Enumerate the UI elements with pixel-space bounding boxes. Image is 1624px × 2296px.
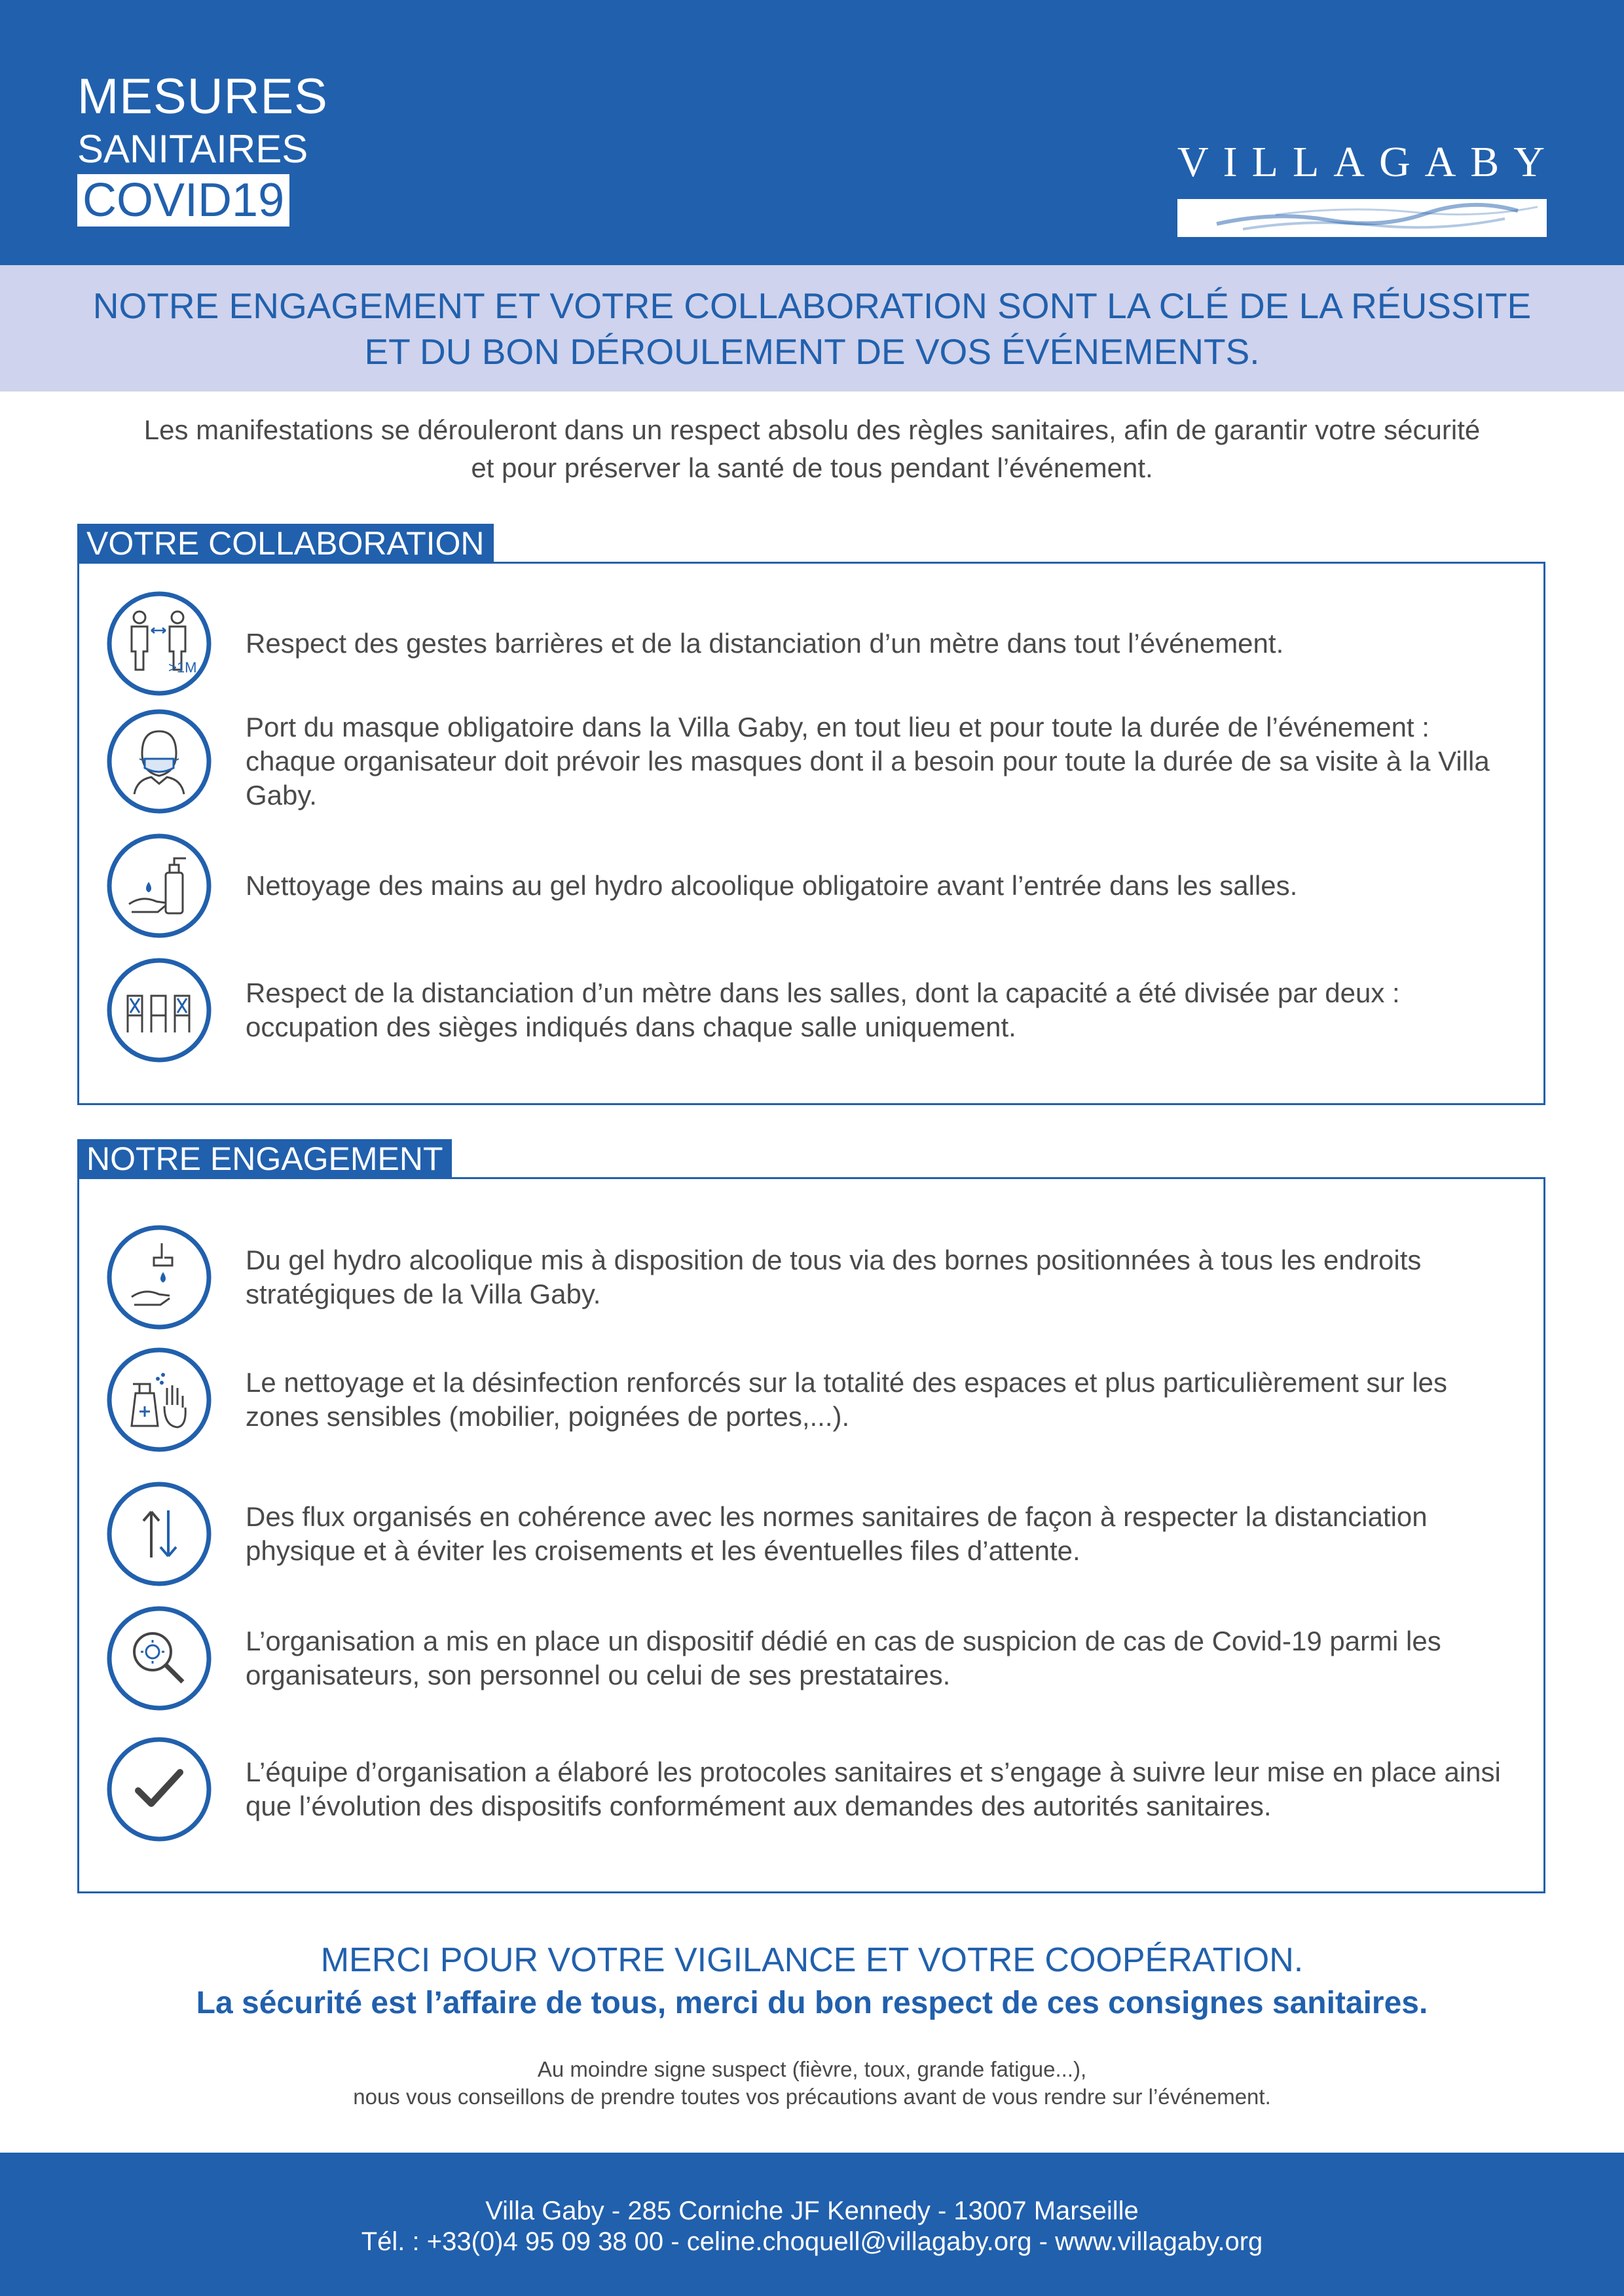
logo-word-gaby: GABY: [1378, 138, 1559, 186]
title-line-covid19: COVID19: [77, 174, 289, 227]
notice-line-1: Au moindre signe suspect (fièvre, toux, grande fatigue...),: [537, 2057, 1087, 2081]
notice-line-2: nous vous conseillons de prendre toutes vos précautions avant de vous rendre sur l’événement.: [353, 2085, 1271, 2109]
logo-word-villa: VILLA: [1177, 138, 1379, 186]
section-title-collaboration: VOTRE COLLABORATION: [77, 524, 494, 563]
villa-gaby-logo: [1177, 137, 1559, 240]
list-item: [105, 1224, 1507, 1335]
engagement-banner: [0, 265, 1624, 392]
item-text: Port du masque obligatoire dans la Villa Gaby, en tout lieu et pour toute la durée de l’événement : chaque organisateur doit prévoir les masques dont il a besoin pour toute la durée de sa visite à la Villa Gaby.: [246, 712, 1490, 811]
distance-badge: >1M: [168, 659, 197, 676]
list-item: [105, 957, 1507, 1068]
list-item: [105, 1480, 1507, 1592]
intro-line-1: Les manifestations se dérouleront dans un respect absolu des règles sanitaires, afin de garantir votre sécurité: [143, 414, 1481, 445]
list-item: [105, 590, 1507, 701]
covid-title: [77, 71, 328, 227]
item-text: Nettoyage des mains au gel hydro alcoolique obligatoire avant l’entrée dans les salles.: [246, 870, 1298, 901]
virus-search-icon: [105, 1605, 213, 1712]
checkmark-icon: [105, 1736, 213, 1843]
item-text: L’organisation a mis en place un dispositif dédié en cas de suspicion de cas de Covid-19 parmi les organisateurs, son personnel ou celui de ses prestataires.: [246, 1626, 1441, 1690]
banner-line-2: ET DU BON DÉROULEMENT DE VOS ÉVÉNEMENTS.: [364, 331, 1260, 372]
symptom-notice: [0, 2056, 1624, 2111]
thanks-line-1: MERCI POUR VOTRE VIGILANCE ET VOTRE COOPÉRATION.: [320, 1941, 1304, 1979]
title-line-mesures: MESURES: [77, 69, 328, 124]
header: [0, 0, 1624, 265]
intro-paragraph: [72, 411, 1552, 487]
gel-dispenser-icon: [105, 1224, 213, 1331]
footer-contact: Tél. : +33(0)4 95 09 38 00 - celine.choquell@villagaby.org - www.villagaby.org: [361, 2227, 1263, 2256]
item-text: Le nettoyage et la désinfection renforcés sur la totalité des espaces et plus particulièrement sur les zones sensibles (mobilier, poignées de portes,...).: [246, 1367, 1448, 1432]
hand-sanitizer-icon: [105, 832, 213, 939]
mask-icon: [105, 708, 213, 815]
footer: [0, 2153, 1624, 2296]
item-text: Des flux organisés en cohérence avec les normes sanitaires de façon à respecter la distanciation physique et à éviter les croisements et les éventuelles files d’attente.: [246, 1501, 1428, 1566]
title-line-sanitaires: SANITAIRES: [77, 127, 308, 171]
item-text: Du gel hydro alcoolique mis à disposition de tous via des bornes positionnées à tous les endroits stratégiques de la Villa Gaby.: [246, 1245, 1422, 1309]
flow-arrows-icon: [105, 1480, 213, 1588]
thanks-message: [0, 1938, 1624, 2024]
engagement-box: [77, 1177, 1545, 1893]
item-text: Respect des gestes barrières et de la distanciation d’un mètre dans tout l’événement.: [246, 628, 1284, 659]
list-item: [105, 1605, 1507, 1716]
list-item: [105, 832, 1507, 943]
logo-wave-icon: [1177, 199, 1547, 237]
thanks-line-2: La sécurité est l’affaire de tous, merci du bon respect de ces consignes sanitaires.: [196, 1986, 1428, 2020]
footer-address: Villa Gaby - 285 Corniche JF Kennedy - 13007 Marseille: [485, 2196, 1139, 2225]
list-item: [105, 1346, 1507, 1457]
collaboration-box: [77, 562, 1545, 1105]
list-item: [105, 1736, 1507, 1847]
banner-line-1: NOTRE ENGAGEMENT ET VOTRE COLLABORATION SONT LA CLÉ DE LA RÉUSSITE: [92, 285, 1532, 326]
item-text: L’équipe d’organisation a élaboré les protocoles sanitaires et s’engage à suivre leur mise en place ainsi que l’évolution des dispositifs conformément aux demandes des autorités sanitaires.: [246, 1757, 1501, 1821]
cleaning-spray-icon: [105, 1346, 213, 1453]
section-title-engagement: NOTRE ENGAGEMENT: [77, 1139, 452, 1178]
seats-icon: [105, 957, 213, 1064]
list-item: [105, 708, 1507, 819]
intro-line-2: et pour préserver la santé de tous pendant l’événement.: [471, 452, 1153, 483]
distancing-icon: [105, 590, 213, 697]
item-text: Respect de la distanciation d’un mètre dans les salles, dont la capacité a été divisée par deux : occupation des sièges indiqués dans chaque salle uniquement.: [246, 977, 1400, 1042]
